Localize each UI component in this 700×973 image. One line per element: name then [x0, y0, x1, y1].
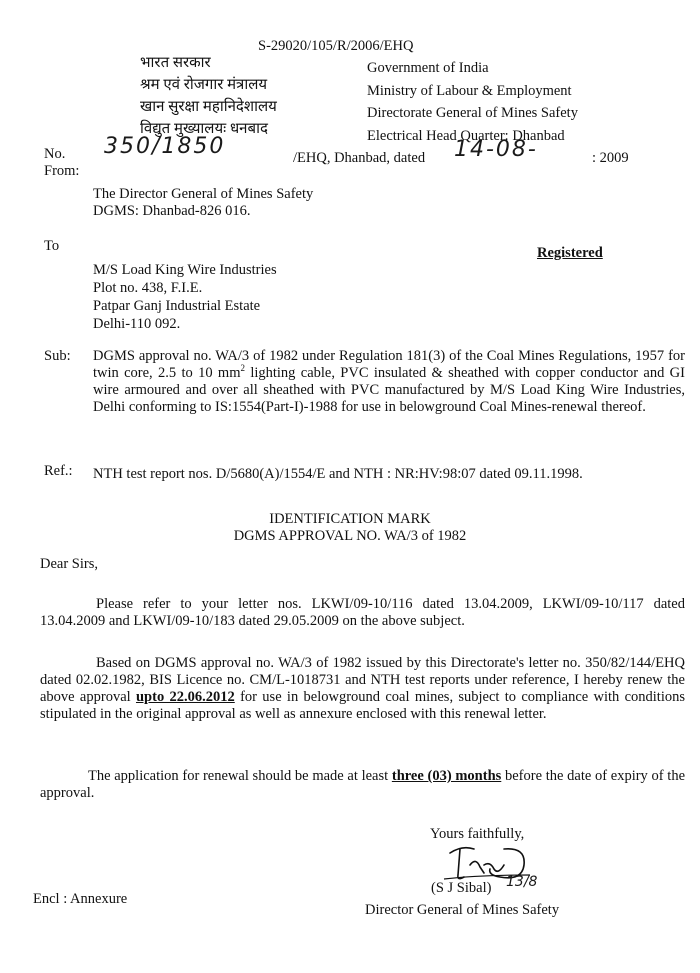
handwritten-date: 14-08- [454, 137, 538, 162]
to-address-line-3: Patpar Ganj Industrial Estate [93, 298, 261, 314]
paragraph-2: Based on DGMS approval no. WA/3 of 1982 issued by this Directorate's letter no. 350/82/144/EHQ dated 02.02.1982, BIS Licence no. CM/L-1018731 and NTH test reports under reference, I hereby renew the above approval upto 22.06.2012 for use in belowground coal mines, subject to compliance with conditions stipulated in the original approval as well as annexure enclosed with this renewal letter. [40, 655, 686, 722]
paragraph-1: Please refer to your letter nos. LKWI/09-10/116 dated 13.04.2009, LKWI/09-10/117 dated 13.04.2009 and LKWI/09-10/183 dated 29.05.2009 on the above subject. [40, 596, 685, 629]
approval-number-heading: DGMS APPROVAL NO. WA/3 of 1982 [233, 528, 467, 544]
signatory-title: Director General of Mines Safety [365, 902, 560, 918]
identification-heading: IDENTIFICATION MARK [269, 511, 431, 527]
from-label: From: [44, 163, 80, 179]
paragraph-3: The application for renewal should be made at least three (03) months before the date of expiry of the approval. [40, 768, 686, 801]
header-hindi-line-4: विद्युत मुख्यालयः धनबाद [140, 121, 268, 137]
to-address-line-1: M/S Load King Wire Industries [93, 262, 277, 278]
subject-text: DGMS approval no. WA/3 of 1982 under Regulation 181(3) of the Coal Mines Regulations, 1957 for twin core, 2.5 to 10 $mm^2$ lighting cable, PVC insulated & sheathed with copper conductor and GI wire armoured and over all sheathed with PVC manufactured by M/S Load King Wire Industries, Delhi conforming to IS:1554(Part-I)-1988 for use in belowground Coal Mines-renewal thereof. [93, 348, 685, 415]
closing: Yours faithfully, [430, 826, 525, 842]
from-address-line-1: The Director General of Mines Safety [93, 186, 314, 202]
reference-label: Ref.: [44, 463, 73, 479]
no-label: No. [44, 146, 66, 162]
header-english-line-4: Electrical Head Quarter: Dhanbad [367, 128, 565, 144]
signatory-name: (S J Sibal) [431, 880, 492, 896]
registered-mark: Registered [537, 245, 603, 261]
header-english-line-3: Directorate General of Mines Safety [367, 105, 578, 121]
salutation: Dear Sirs, [40, 556, 98, 572]
subject-label: Sub: [44, 348, 71, 364]
reference-text: NTH test report nos. D/5680(A)/1554/E and NTH : NR:HV:98:07 dated 09.11.1998. [93, 466, 583, 482]
from-address-line-2: DGMS: Dhanbad-826 016. [93, 203, 251, 219]
header-english-line-1: Government of India [367, 60, 489, 76]
handwritten-letter-number: 350/1850 [104, 134, 226, 159]
renewal-validity: upto 22.06.2012 [135, 689, 235, 705]
to-label: To [44, 238, 60, 254]
header-english-line-2: Ministry of Labour & Employment [367, 83, 572, 99]
to-address-line-2: Plot no. 438, F.I.E. [93, 280, 203, 296]
enclosure-note: Encl : Annexure [33, 891, 128, 907]
to-address-line-4: Delhi-110 092. [93, 316, 181, 332]
header-hindi-line-3: खान सुरक्षा महानिदेशालय [140, 99, 277, 115]
dated-text: /EHQ, Dhanbad, dated [293, 150, 426, 166]
signature-date: 13/8 [506, 874, 538, 890]
file-reference: S-29020/105/R/2006/EHQ [258, 38, 414, 54]
year: : 2009 [592, 150, 629, 166]
header-hindi-line-2: श्रम एवं रोजगार मंत्रालय [140, 77, 268, 93]
renewal-notice-period: three (03) months [391, 768, 502, 784]
header-hindi-line-1: भारत सरकार [140, 55, 211, 71]
